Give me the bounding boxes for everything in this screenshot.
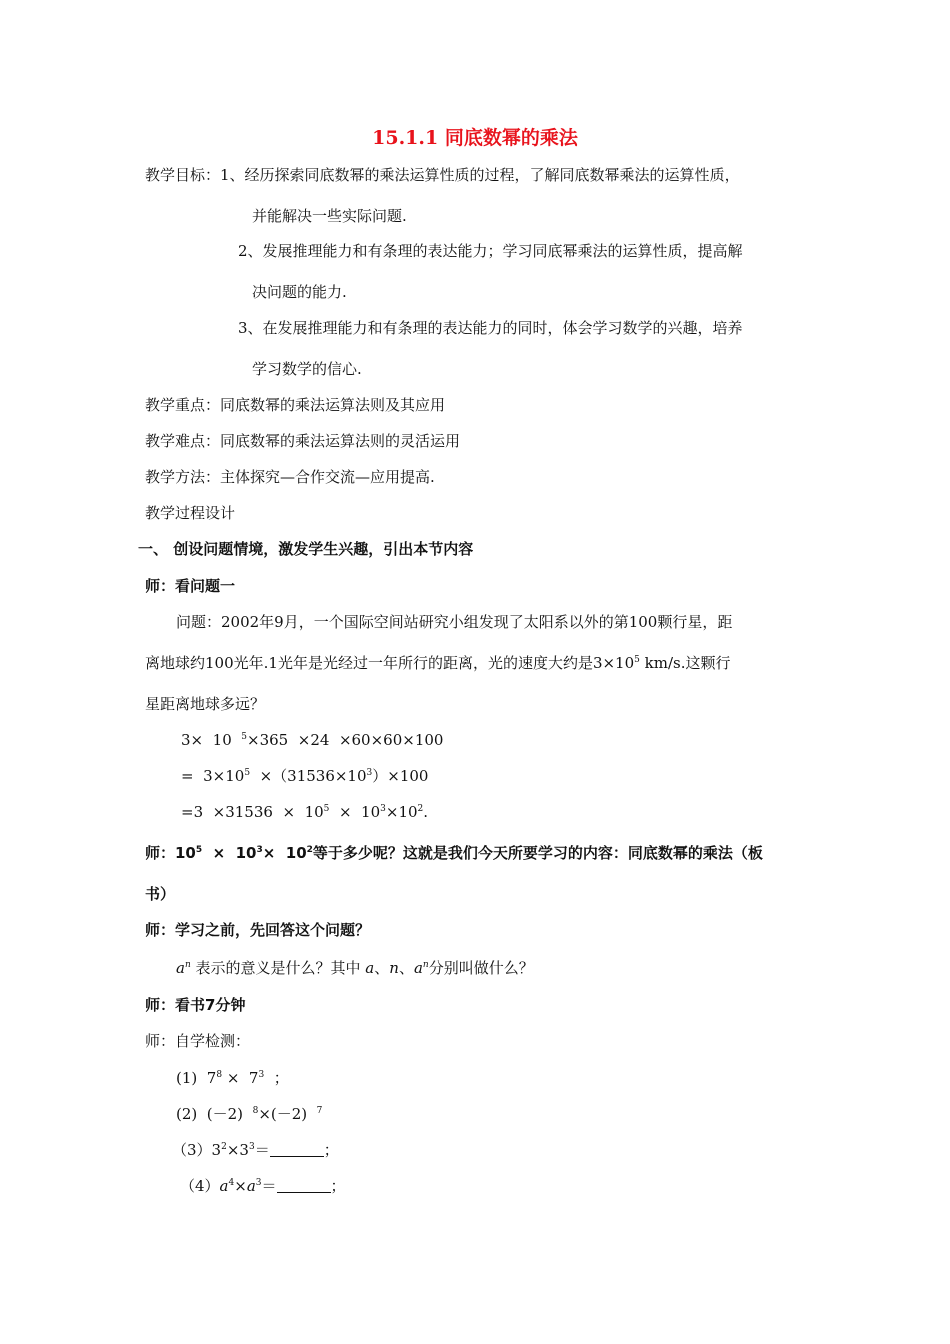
objective-item2-line2: 决问题的能力. [252, 283, 347, 301]
qan-t4: 分别叫做什么？ [428, 959, 534, 977]
calc-l3-a: =3 ×31536 × 10 [181, 803, 324, 821]
problem-line1: 问题：2002年9月，一个国际空间站研究小组发现了太阳系以外的第100颗行星，距 [176, 613, 733, 631]
calc-l2-a: = 3×10 [181, 767, 245, 785]
ex4-d: ； [330, 1177, 346, 1195]
calc-l3-exp1: 5 [323, 804, 330, 814]
exercise-2 [176, 1104, 322, 1124]
calc-l3-exp3: 2 [417, 804, 424, 814]
ex4-exp1: 4 [228, 1178, 235, 1188]
teacher-question-3: 师：学习之前，先回答这个问题？ [145, 921, 371, 939]
teacher-question-2 [145, 843, 763, 863]
ex3-b: ×3 [226, 1141, 249, 1159]
ex1-a: (1) 7 [176, 1069, 217, 1087]
exercise-3 [172, 1140, 339, 1160]
teacher-question-4: 师：看书7分钟 [145, 996, 246, 1014]
calc-line2 [181, 766, 428, 786]
tq2-b: × 10 [202, 844, 257, 862]
var-n-3: n [422, 960, 429, 970]
calc-l3-d: . [423, 803, 429, 821]
tq2-a: 师：10 [145, 844, 196, 862]
objective-item2-line1: 2、发展推理能力和有条理的表达能力；学习同底幂乘法的运算性质，提高解 [238, 242, 743, 260]
ex1-b: × 7 [222, 1069, 259, 1087]
qan-t2: 、 [374, 959, 390, 977]
process-heading: 教学过程设计 [145, 504, 236, 522]
answer-blank-3[interactable] [270, 1142, 324, 1157]
ex3-a: （3）3 [172, 1141, 222, 1159]
ex3-exp1: 2 [221, 1142, 227, 1152]
calc-l2-exp: 5 [244, 768, 251, 778]
ex4-c: ＝ [261, 1177, 277, 1195]
ex3-exp2: 3 [248, 1142, 255, 1152]
section1-heading: 一、 创设问题情境，激发学生兴趣，引出本节内容 [138, 540, 474, 558]
objective-item1-text: 1、经历探索同底数幂的乘法运算性质的过程，了解同底数幂乘法的运算性质， [220, 166, 740, 184]
var-a-2: a [365, 959, 375, 977]
self-test-label: 师：自学检测： [145, 1032, 251, 1050]
answer-blank-4[interactable] [277, 1178, 331, 1193]
ex4-exp2: 3 [255, 1178, 262, 1188]
ex3-c: ＝ [254, 1141, 270, 1159]
exercise-4 [180, 1176, 346, 1196]
calc-l1-b: ×365 ×24 ×60×60×100 [247, 731, 444, 749]
exercise-1 [176, 1068, 289, 1088]
calc-l1-a: 3× 10 [181, 731, 242, 749]
difficulty: 教学难点：同底数幂的乘法运算法则的灵活运用 [145, 432, 461, 450]
key-point: 教学重点：同底数幂的乘法运算法则及其应用 [145, 396, 446, 414]
ex2-exp2: 7 [316, 1106, 323, 1116]
ex2-a: (2) (－2) [176, 1105, 253, 1123]
tq2-d: 等于多少呢？这就是我们今天所要学习的内容：同底数幂的乘法（板 [312, 844, 763, 862]
problem-exponent: 5 [634, 655, 640, 665]
qan-t3: 、 [398, 959, 414, 977]
calc-l3-c: ×10 [385, 803, 418, 821]
ex4-b: × [234, 1177, 247, 1195]
ex2-b: ×(－2) [258, 1105, 317, 1123]
tq2-e1: 5 [195, 845, 203, 855]
calc-l2-c: ）×100 [372, 767, 429, 785]
objective-item3-line1: 3、在发展推理能力和有条理的表达能力的同时，体会学习数学的兴趣，培养 [238, 319, 743, 337]
objective-item1-line2: 并能解决一些实际问题. [252, 207, 407, 225]
ex1-c: ； [264, 1069, 289, 1087]
calc-l1-exp: 5 [241, 732, 248, 742]
teacher-question-1: 师：看问题一 [145, 577, 236, 595]
problem-line3: 星距离地球多远？ [145, 695, 266, 713]
ex3-d: ； [323, 1141, 339, 1159]
objective-item3-line2: 学习数学的信心. [252, 360, 362, 378]
question-an [176, 958, 534, 978]
page-title: 15.1.1 同底数幂的乘法 [372, 127, 578, 149]
problem-line2 [145, 653, 731, 673]
ex2-exp1: 8 [252, 1106, 259, 1116]
objectives-label: 教学目标： [145, 166, 221, 184]
problem-line2-text: 离地球约100光年.1光年是光经过一年所行的距离，光的速度大约是3×10 [145, 654, 635, 672]
calc-line1 [181, 730, 443, 750]
calc-l3-b: × 10 [329, 803, 381, 821]
calc-l3-exp2: 3 [380, 804, 386, 814]
qan-t1: 表示的意义是什么？其中 [190, 959, 366, 977]
ex1-exp2: 3 [258, 1070, 265, 1080]
teacher-question-2-cont: 书） [145, 885, 176, 903]
calc-line3 [181, 802, 428, 822]
var-a-3: a [413, 959, 423, 977]
var-a-1: a [176, 959, 185, 977]
ex4-var1: a [219, 1177, 229, 1195]
tq2-c: × 10 [262, 844, 307, 862]
calc-l2-exp2: 3 [366, 768, 373, 778]
ex1-exp1: 8 [216, 1070, 223, 1080]
problem-line2-unit: km/s.这颗行 [639, 654, 731, 672]
ex4-var2: a [246, 1177, 256, 1195]
calc-l2-b: ×（31536×10 [250, 767, 367, 785]
tq2-e2: 3 [256, 845, 263, 855]
var-n-1: n [184, 960, 191, 970]
tq2-e3: 2 [306, 845, 313, 855]
var-n-2: n [389, 959, 399, 977]
objective-item1-line1 [145, 165, 740, 185]
ex4-a: （4） [180, 1177, 220, 1195]
method: 教学方法：主体探究—合作交流—应用提高. [145, 468, 435, 486]
